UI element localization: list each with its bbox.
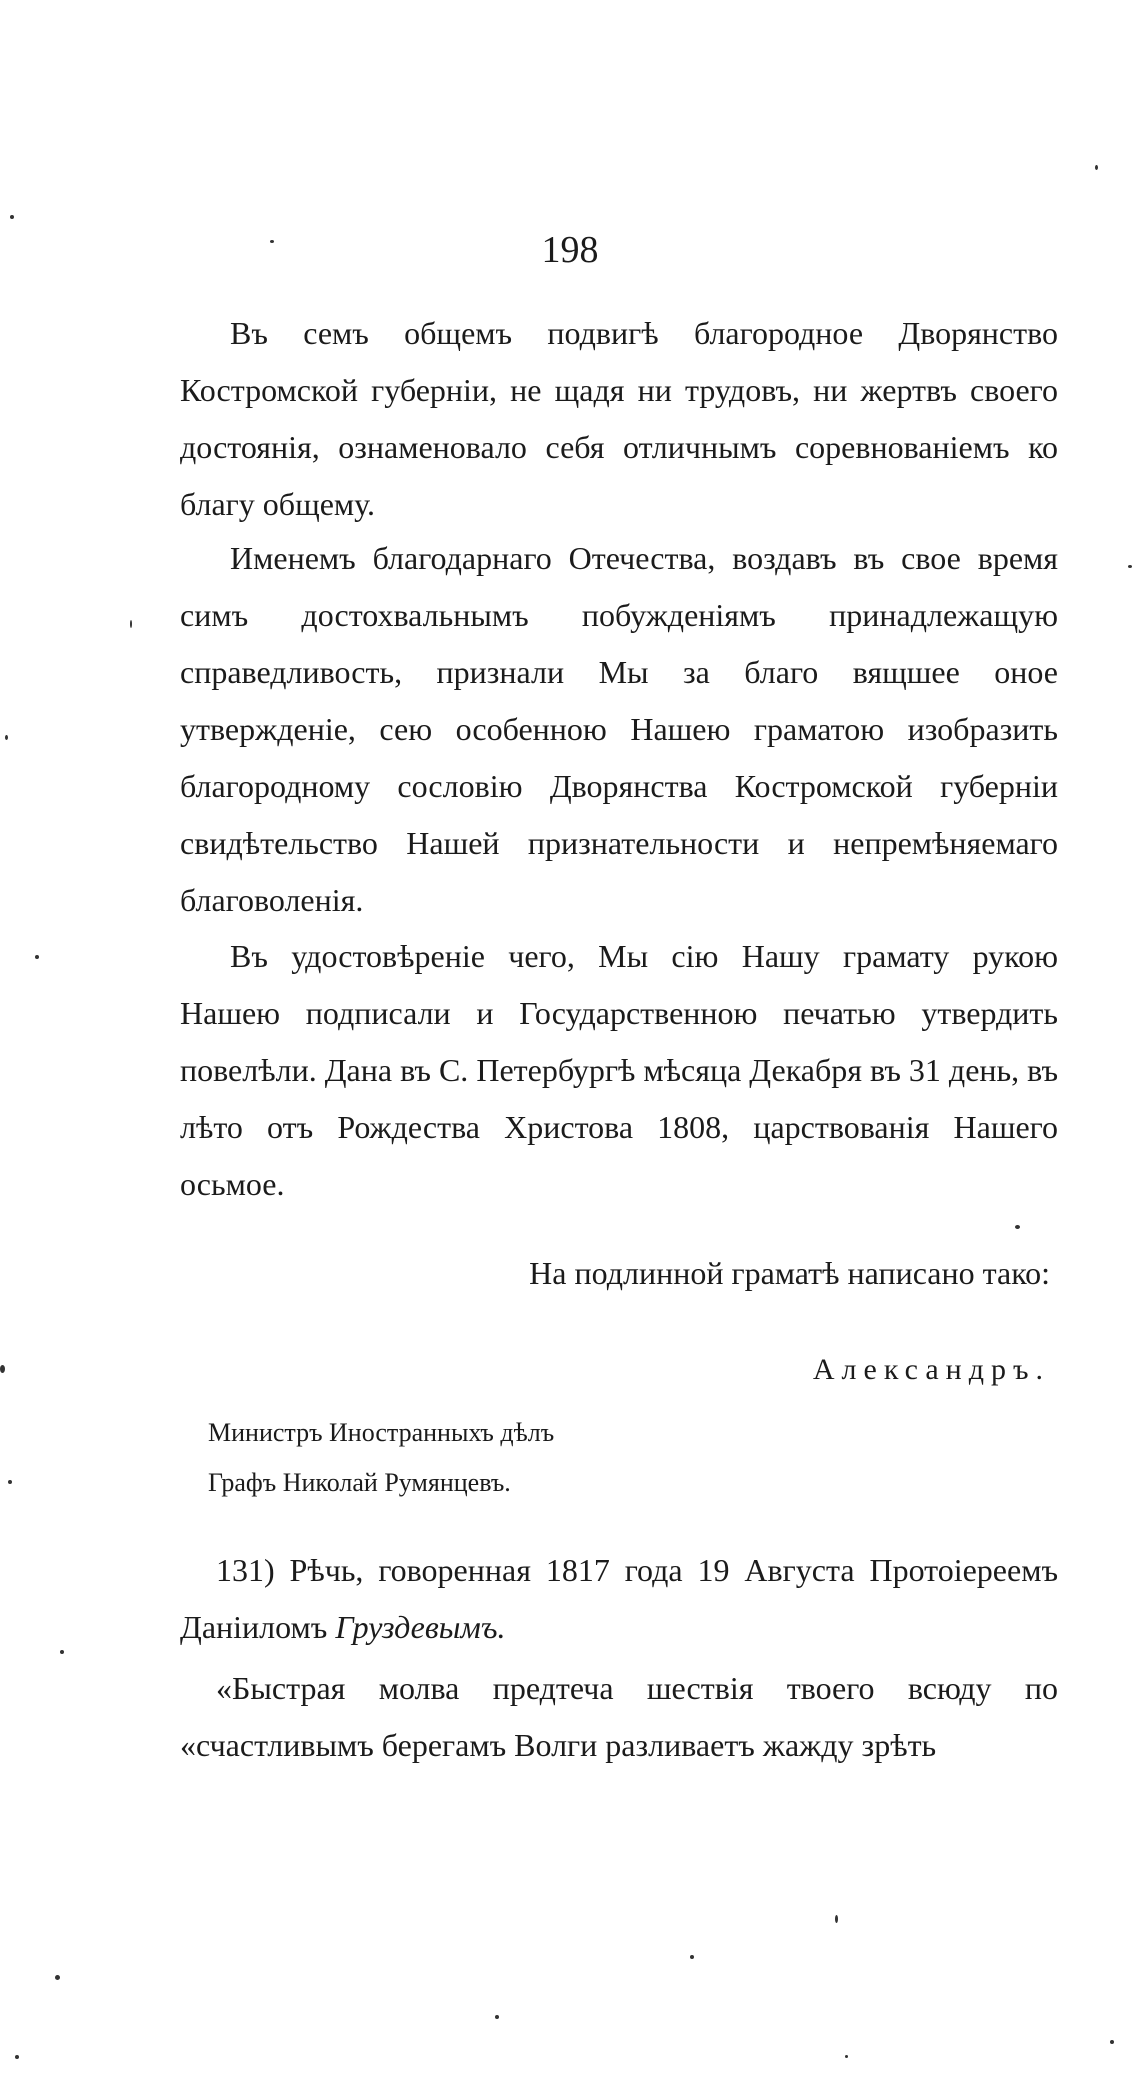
scan-speck: [35, 955, 39, 959]
page-number: 198: [541, 229, 599, 271]
scan-speck: [15, 2055, 19, 2059]
scan-speck: [10, 215, 14, 219]
minister-name: Графъ Николай Румянцевъ.: [208, 1468, 511, 1497]
paragraph-2: Именемъ благодарнаго Отечества, воздавъ въ свое время симъ достохвальнымъ побужденіямъ принадлежащую справедливость, признали Мы за благо вящшее оное утвержденіе, сею особенною Нашею граматою изобразить благородному сословію Дворянства Костромской губерніи свидѣтельство Нашей признательности и непремѣняемаго благоволенія.: [180, 540, 1058, 918]
scan-speck: [1015, 1225, 1020, 1229]
scan-speck: [1095, 165, 1098, 170]
scan-speck: [55, 1975, 60, 1980]
scan-speck: [845, 2055, 848, 2058]
section-heading: [180, 1542, 1058, 1656]
paragraph-1-block: [180, 305, 1058, 533]
paragraph-2-block: [180, 530, 1058, 929]
scan-speck: [1110, 2040, 1114, 2044]
paragraph-1: Въ семъ общемъ подвигѣ благородное Дворянство Костромской губерніи, не щадя ни трудовъ, ни жертвъ своего достоянія, ознаменовало себя отличнымъ соревнованіемъ ко благу общему.: [180, 315, 1058, 522]
minister-block: [208, 1408, 554, 1508]
scan-speck: [130, 620, 132, 628]
minister-title: Министръ Иностранныхъ дѣлъ: [208, 1418, 555, 1447]
paragraph-3: Въ удостовѣреніе чего, Мы сію Нашу грамату рукою Нашею подписали и Государственною печатью утвердить повелѣли. Дана въ С. Петербургѣ мѣсяца Декабря въ 31 день, въ лѣто отъ Рождества Христова 1808, царствованія Нашего осьмое.: [180, 938, 1058, 1202]
section-heading-text: 131) Рѣчь, говоренная 1817 года 19 Августа Протоіереемъ Даніиломъ: [180, 1552, 1058, 1645]
paragraph-3-block: [180, 928, 1058, 1213]
scan-speck: [8, 1480, 12, 1484]
signature-note: На подлинной граматѣ написано тако:: [529, 1255, 1050, 1291]
signature-name: Александръ.: [812, 1353, 1050, 1386]
scan-speck: [690, 1955, 694, 1959]
scan-speck: [60, 1650, 64, 1654]
speech-quote: «Быстрая молва предтеча шествія твоего всюду по «счастливымъ берегамъ Волги разливаетъ жажду зрѣть: [180, 1670, 1058, 1763]
scan-speck: [0, 1365, 5, 1373]
scan-speck: [835, 1915, 838, 1923]
scan-speck: [270, 240, 274, 243]
scan-speck: [1128, 565, 1132, 568]
scan-speck: [495, 2015, 499, 2019]
section-heading-name: Груздевымъ.: [335, 1609, 506, 1645]
scan-speck: [5, 735, 8, 740]
